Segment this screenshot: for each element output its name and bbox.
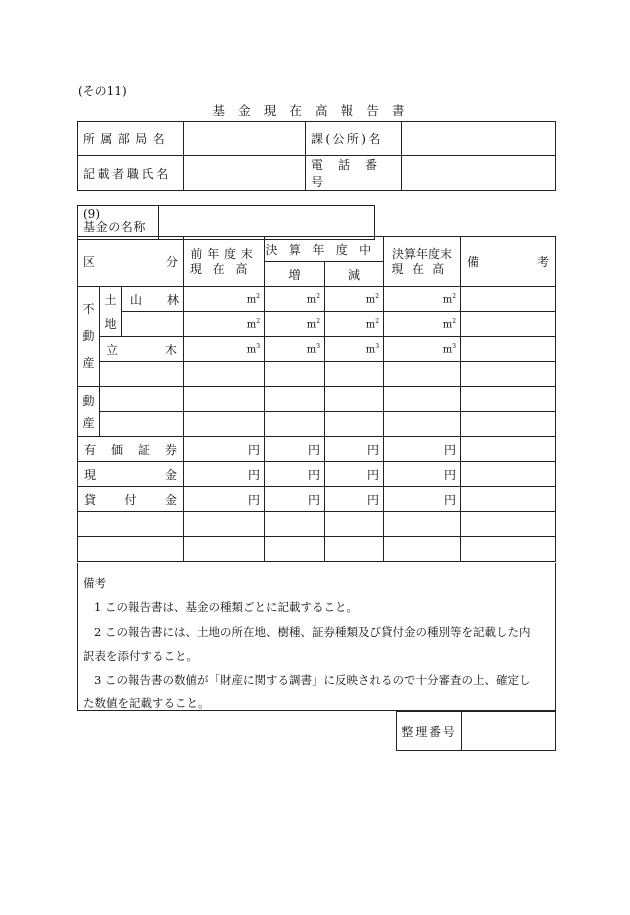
dept-label: 所属部局名: [83, 132, 171, 146]
real-estate-label: [78, 287, 100, 387]
movable-row1-current[interactable]: [384, 387, 461, 412]
prev-year-header: [184, 237, 265, 287]
land-other-remarks-cell[interactable]: [461, 312, 556, 337]
forest-prev-cell[interactable]: $m^2$: [184, 287, 265, 312]
increase-header: 増: [265, 262, 325, 287]
blank-row2-remarks[interactable]: [461, 537, 556, 562]
current-year-header: [384, 237, 461, 287]
forest-label: [122, 287, 184, 312]
section-label: 課(公所)名: [311, 132, 383, 146]
fund-name-label: 基金の名称: [83, 220, 147, 234]
real-estate-blank-increase[interactable]: [265, 362, 325, 387]
real-estate-blank-label[interactable]: [100, 362, 184, 387]
blank-row1-label[interactable]: [78, 512, 184, 537]
securities-text: 有 価 証 券: [84, 442, 178, 457]
phone-label: 電話番号: [311, 158, 393, 189]
fund-name-field[interactable]: [159, 206, 375, 240]
kubun-header: [78, 237, 184, 287]
forest-remarks-cell[interactable]: [461, 287, 556, 312]
securities-decrease-cell[interactable]: 円: [325, 437, 384, 462]
loan-increase-cell[interactable]: 円: [265, 487, 325, 512]
real-estate-blank-decrease[interactable]: [325, 362, 384, 387]
blank-row1-decrease[interactable]: [325, 512, 384, 537]
fund-number: (9): [83, 207, 100, 221]
movable-row2-current[interactable]: [384, 412, 461, 437]
kubun-right: 分: [166, 255, 179, 269]
loan-decrease-cell[interactable]: 円: [325, 487, 384, 512]
form-number: (その11): [78, 84, 127, 98]
recorder-label-cell: [78, 156, 184, 191]
movable-row2-remarks[interactable]: [461, 412, 556, 437]
blank-row2-label[interactable]: [78, 537, 184, 562]
loan-label: [78, 487, 184, 512]
movable-row2-decrease[interactable]: [325, 412, 384, 437]
movable-row1-remarks[interactable]: [461, 387, 556, 412]
blank-row2-decrease[interactable]: [325, 537, 384, 562]
movable-row2-prev[interactable]: [184, 412, 265, 437]
securities-prev-cell[interactable]: 円: [184, 437, 265, 462]
notes-heading: 備考: [83, 576, 106, 590]
prev-year-line1: 前年度末: [190, 246, 258, 261]
recorder-label: 記載者職氏名: [83, 166, 171, 181]
note-3: 3 この報告書の数値が「財産に関する調書」に反映されるので十分審査の上、確定し: [94, 673, 531, 687]
movable-char-2: 産: [82, 415, 95, 430]
forest-current-cell[interactable]: $m^2$: [384, 287, 461, 312]
forest-text: 山 林: [130, 292, 180, 307]
forest-increase-cell[interactable]: $m^2$: [265, 287, 325, 312]
land-other-increase-cell[interactable]: $m^2$: [265, 312, 325, 337]
seiri-table: [396, 711, 556, 751]
recorder-field[interactable]: [184, 156, 306, 191]
cash-current-cell[interactable]: 円: [384, 462, 461, 487]
real-estate-char-2: 動: [82, 329, 95, 343]
current-year-line1: 決算年度末: [392, 246, 453, 261]
blank-row1-prev[interactable]: [184, 512, 265, 537]
movable-row1-decrease[interactable]: [325, 387, 384, 412]
timber-remarks-cell[interactable]: [461, 337, 556, 362]
movable-char-1: 動: [82, 393, 95, 408]
change-label: 決算年度中: [265, 242, 383, 257]
securities-current-cell[interactable]: 円: [384, 437, 461, 462]
cash-text: 現 金: [84, 467, 178, 482]
change-header: [265, 237, 384, 262]
securities-remarks-cell[interactable]: [461, 437, 556, 462]
notes-section: [77, 563, 556, 711]
cash-decrease-cell[interactable]: 円: [325, 462, 384, 487]
loan-remarks-cell[interactable]: [461, 487, 556, 512]
cash-prev-cell[interactable]: 円: [184, 462, 265, 487]
timber-prev-cell[interactable]: $m^3$: [184, 337, 265, 362]
blank-row1-increase[interactable]: [265, 512, 325, 537]
dept-label-cell: [78, 122, 184, 156]
current-year-line2: 現在高: [391, 261, 453, 276]
fund-name-label-cell: [78, 206, 159, 240]
prev-year-line2: 現在高: [189, 261, 259, 276]
kubun-left: 区: [83, 255, 96, 269]
fund-balance-table: [77, 236, 556, 562]
note-2-cont: 訳表を添付すること。: [83, 649, 198, 663]
phone-field[interactable]: [402, 156, 556, 191]
seiri-field[interactable]: [462, 712, 556, 751]
movable-row1-prev[interactable]: [184, 387, 265, 412]
movable-row1-increase[interactable]: [265, 387, 325, 412]
real-estate-blank-current[interactable]: [384, 362, 461, 387]
timber-decrease-cell[interactable]: $m^3$: [325, 337, 384, 362]
land-char-2: 地: [104, 316, 117, 331]
blank-row2-prev[interactable]: [184, 537, 265, 562]
land-other-current-cell[interactable]: $m^2$: [384, 312, 461, 337]
dept-field[interactable]: [184, 122, 306, 156]
loan-current-cell[interactable]: 円: [384, 487, 461, 512]
fund-name-table: [77, 205, 375, 240]
section-field[interactable]: [402, 122, 556, 156]
standing-timber-text: 立 木: [106, 342, 178, 357]
cash-label: [78, 462, 184, 487]
land-label: [100, 287, 122, 337]
standing-timber-label: [100, 337, 184, 362]
movable-row2-label[interactable]: [100, 412, 184, 437]
movable-row2-increase[interactable]: [265, 412, 325, 437]
remarks-header-label: 備 考: [467, 255, 549, 269]
document-title: 基金現在高報告書: [212, 103, 418, 118]
loan-text: 貸 付 金: [84, 492, 178, 507]
timber-increase-cell[interactable]: $m^3$: [265, 337, 325, 362]
real-estate-blank-remarks[interactable]: [461, 362, 556, 387]
real-estate-char-1: 不: [82, 302, 95, 316]
real-estate-char-3: 産: [82, 356, 95, 370]
remarks-header: [461, 237, 556, 287]
forest-decrease-cell[interactable]: $m^2$: [325, 287, 384, 312]
note-2: 2 この報告書には、土地の所在地、樹種、証券種類及び貸付金の種別等を記載した内: [94, 625, 531, 639]
land-other-label[interactable]: [122, 312, 184, 337]
cash-increase-cell[interactable]: 円: [265, 462, 325, 487]
note-1: 1 この報告書は、基金の種類ごとに記載すること。: [94, 600, 358, 614]
blank-row1-current[interactable]: [384, 512, 461, 537]
securities-label: [78, 437, 184, 462]
blank-row1-remarks[interactable]: [461, 512, 556, 537]
land-other-decrease-cell[interactable]: $m^2$: [325, 312, 384, 337]
land-other-prev-cell[interactable]: $m^2$: [184, 312, 265, 337]
seiri-label: 整理番号: [397, 712, 462, 751]
movable-row1-label[interactable]: [100, 387, 184, 412]
movable-label: [78, 387, 100, 437]
note-3-cont: た数値を記載すること。: [83, 696, 210, 710]
header-table: [77, 121, 556, 191]
phone-label-cell: [306, 156, 402, 191]
cash-remarks-cell[interactable]: [461, 462, 556, 487]
blank-row2-current[interactable]: [384, 537, 461, 562]
land-char-1: 土: [104, 292, 117, 307]
real-estate-blank-prev[interactable]: [184, 362, 265, 387]
securities-increase-cell[interactable]: 円: [265, 437, 325, 462]
timber-current-cell[interactable]: $m^3$: [384, 337, 461, 362]
decrease-header: 減: [325, 262, 384, 287]
section-label-cell: [306, 122, 402, 156]
blank-row2-increase[interactable]: [265, 537, 325, 562]
loan-prev-cell[interactable]: 円: [184, 487, 265, 512]
